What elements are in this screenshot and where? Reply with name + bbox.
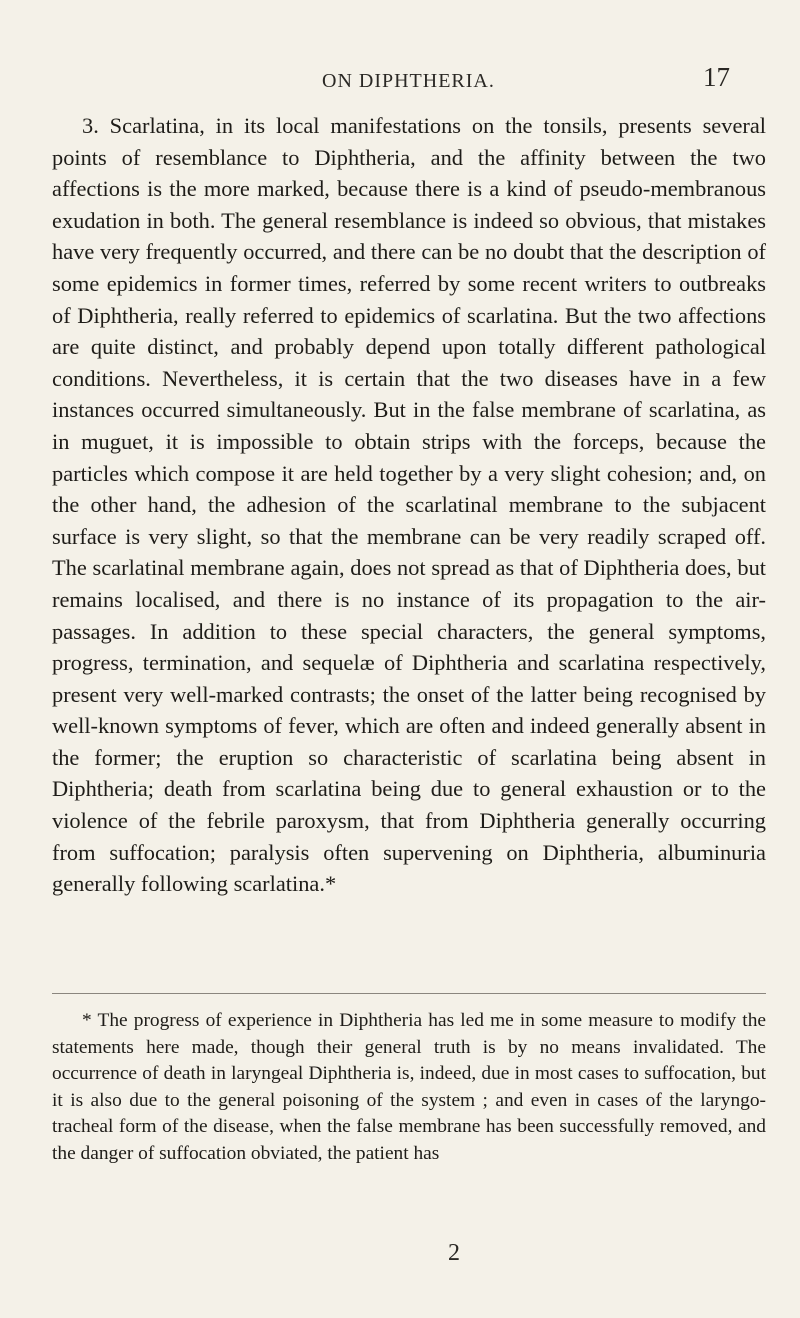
page-number: 17	[703, 62, 730, 92]
body-paragraph: 3. Scarlatina, in its local manifestations on the tonsils, presents several points of resemblance to Diphtheria, and the affinity between the two affections is the more marked, because there is a kind of pseudo-membranous exudation in both. The general resemblance is indeed so obvious, that mistakes have very frequently occurred, and there can be no doubt that the description of some epidemics in former times, referred by some recent writers to outbreaks of Diphtheria, really referred to epidemics of scarlatina. But the two affections are quite distinct, and probably depend upon totally different pathological conditions. Nevertheless, it is certain that the two diseases have in a few instances occurred simultaneously. But in the false membrane of scarlatina, as in muguet, it is impossible to obtain strips with the forceps, because the particles which compose it are held together by a very slight cohesion; and, on the other hand, the adhesion of the scarlatinal membrane to the subjacent surface is very slight, so that the membrane can be very readily scraped off. The scarlatinal membrane again, does not spread as that of Diphtheria does, but remains localised, and there is no instance of its propagation to the air-passages. In addition to these special characters, the general symptoms, progress, termination, and sequelæ of Diphtheria and scarlatina respectively, present very well-marked contrasts; the onset of the latter being recognised by well-known symptoms of fever, which are often and indeed generally absent in the former; the eruption so characteristic of scarlatina being absent in Diphtheria; death from scarlatina being due to general exhaustion or to the violence of the febrile paroxysm, that from Diphtheria generally occurring from suffocation; paralysis often supervening on Diphtheria, albuminuria generally following scarlatina.*	[52, 113, 766, 897]
footnote-divider	[52, 993, 766, 994]
footnote: * The progress of experience in Diphtheria has led me in some measure to modify the statements here made, though their general truth is by no means invalidated. The occurrence of death in laryngeal Diphtheria is, indeed, due in most cases to suffocation, but it is also due to the general poisoning of the system ; and even in cases of the laryngo-tracheal form of the disease, when the false membrane has been successfully removed, and the danger of suffocation obviated, the patient has	[52, 1010, 766, 1164]
signature-mark: 2	[448, 1240, 460, 1266]
running-head: ON DIPHTHERIA.	[322, 70, 495, 92]
